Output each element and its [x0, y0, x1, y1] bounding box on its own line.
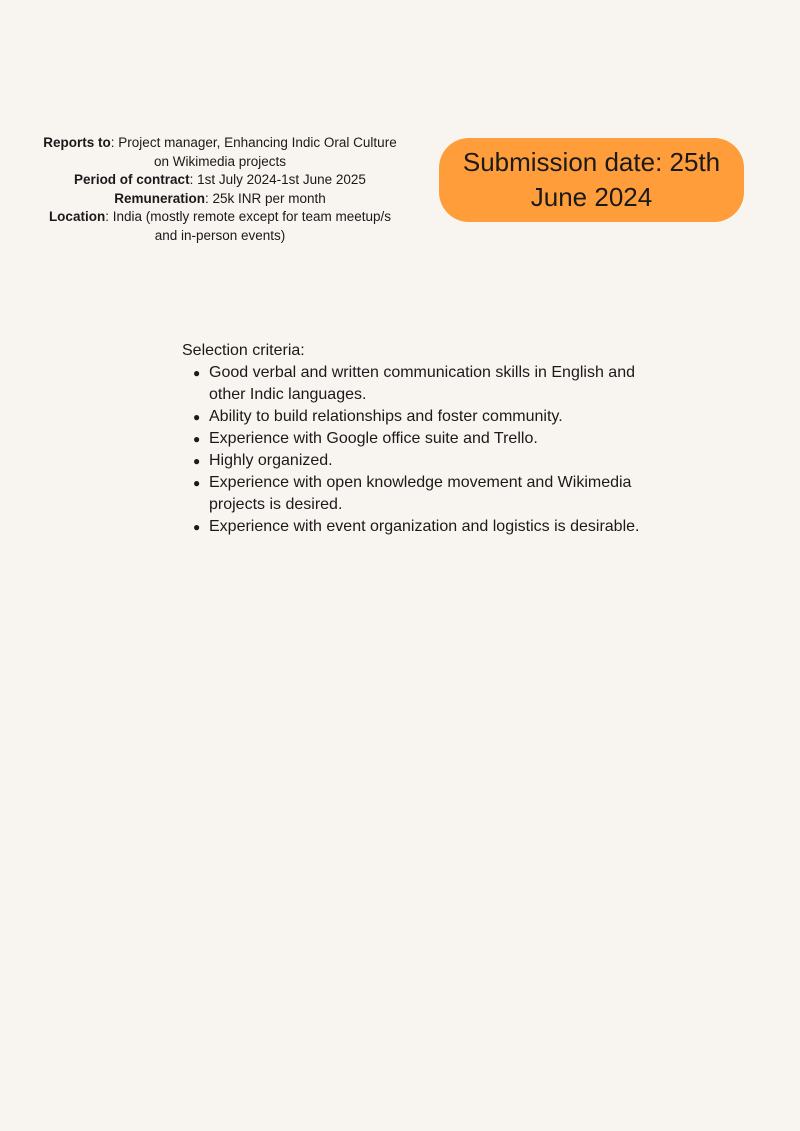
period-label: Period of contract	[74, 172, 190, 187]
period-value: : 1st July 2024-1st June 2025	[189, 172, 366, 187]
bullet-icon: ●	[193, 432, 201, 446]
period-line	[20, 171, 420, 190]
bullet-icon: ●	[193, 410, 201, 424]
list-item	[193, 362, 652, 406]
reports-to-value-continued: on Wikimedia projects	[153, 153, 287, 169]
contract-details	[20, 134, 420, 245]
reports-to-label: Reports to	[43, 135, 111, 150]
list-item	[193, 516, 652, 538]
list-item	[193, 428, 652, 450]
bullet-icon: ●	[193, 476, 201, 490]
remuneration-line	[20, 190, 420, 209]
list-item-text: Experience with event organization and logistics is desirable.	[209, 518, 640, 535]
bullet-icon: ●	[193, 520, 201, 534]
location-label: Location	[48, 209, 106, 224]
selection-criteria	[182, 340, 652, 538]
location-value: : India (mostly remote except for team meetup/s	[105, 209, 392, 224]
location-value-continued: and in-person events)	[154, 227, 286, 243]
remuneration-label: Remuneration	[114, 190, 205, 206]
selection-criteria-heading: Selection criteria:	[182, 342, 305, 359]
remuneration-value: : 25k INR per month	[204, 190, 326, 206]
list-item-text: Ability to build relationships and foster community.	[209, 408, 563, 425]
bullet-icon: ●	[193, 454, 201, 468]
list-item-text: Experience with Google office suite and Trello.	[209, 430, 538, 447]
list-item-text: Good verbal and written communication skills in English and other Indic languages.	[209, 364, 635, 403]
reports-to-line	[20, 134, 420, 153]
list-item	[193, 450, 652, 472]
list-item-text: Highly organized.	[209, 452, 333, 469]
bullet-icon: ●	[193, 366, 201, 380]
reports-to-value: : Project manager, Enhancing Indic Oral Culture	[110, 135, 397, 150]
selection-criteria-list	[182, 362, 652, 538]
list-item-text: Experience with open knowledge movement and Wikimedia projects is desired.	[209, 474, 632, 513]
list-item	[193, 472, 652, 516]
submission-date-badge	[439, 138, 744, 222]
submission-date-text: Submission date: 25th June 2024	[462, 147, 721, 212]
list-item	[193, 406, 652, 428]
location-line	[20, 208, 420, 227]
